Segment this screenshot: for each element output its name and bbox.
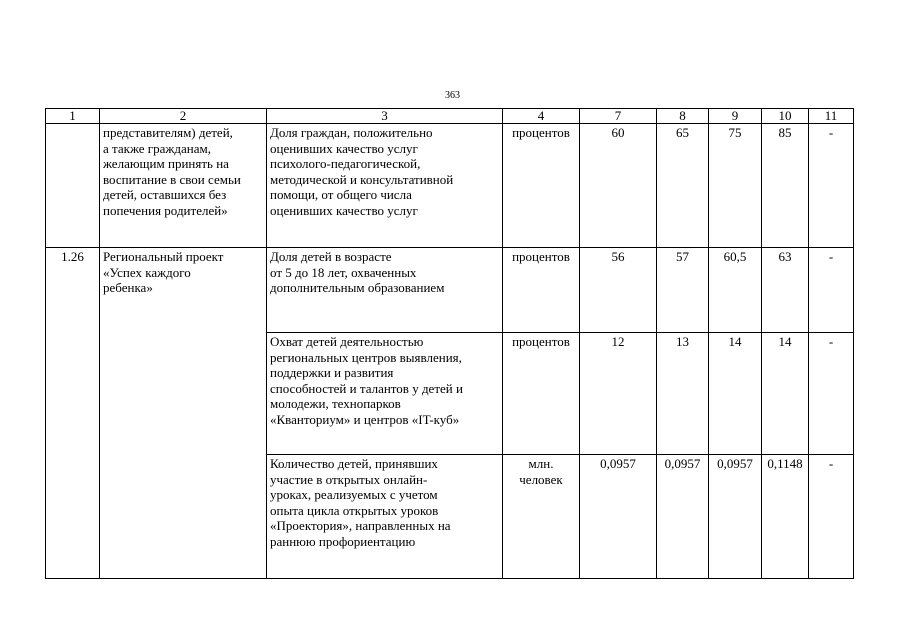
indicator-cell: Доля граждан, положительно оценивших качество услуг психолого-педагогической, методической и консультативной помощи, от общего числа оценивших качество услуг	[267, 124, 503, 248]
indicator-cell: Охват детей деятельностью региональных центров выявления, поддержки и развития способностей и талантов у детей и молодежи, технопарков «Кванториум» и центров «IT-куб»	[267, 333, 503, 455]
indicator-cell: Доля детей в возрасте от 5 до 18 лет, охваченных дополнительным образованием	[267, 248, 503, 333]
unit-cell: процентов	[503, 248, 580, 333]
table-row	[46, 248, 854, 333]
indicator-cell: Количество детей, принявших участие в открытых онлайн- уроках, реализуемых с учетом опыта цикла открытых уроков «Проектория», направленных на раннюю профориентацию	[267, 455, 503, 579]
value-cell: 57	[657, 248, 709, 333]
value-cell: -	[809, 124, 854, 248]
header-cell: 7	[580, 109, 657, 124]
value-cell: -	[809, 333, 854, 455]
value-cell: 60	[580, 124, 657, 248]
value-cell: 0,0957	[580, 455, 657, 579]
value-cell: 14	[709, 333, 762, 455]
page-number: 363	[445, 90, 460, 101]
project-name-cell: Региональный проект «Успех каждого ребенка»	[100, 248, 267, 579]
row-number-cell: 1.26	[46, 248, 100, 579]
unit-cell: процентов	[503, 124, 580, 248]
value-cell: 13	[657, 333, 709, 455]
unit-cell: млн. человек	[503, 455, 580, 579]
value-cell: 75	[709, 124, 762, 248]
value-cell: 14	[762, 333, 809, 455]
value-cell: 85	[762, 124, 809, 248]
value-cell: 12	[580, 333, 657, 455]
value-cell: 56	[580, 248, 657, 333]
value-cell: 60,5	[709, 248, 762, 333]
unit-cell: процентов	[503, 333, 580, 455]
header-cell: 1	[46, 109, 100, 124]
value-cell: -	[809, 455, 854, 579]
value-cell: 0,0957	[657, 455, 709, 579]
project-name-cell: представителям) детей, а также гражданам, желающим принять на воспитание в свои семьи детей, оставшихся без попечения родителей»	[100, 124, 267, 248]
table-row	[46, 124, 854, 248]
indicators-table	[45, 108, 854, 579]
value-cell: 0,1148	[762, 455, 809, 579]
value-cell: 63	[762, 248, 809, 333]
row-number-cell	[46, 124, 100, 248]
header-cell: 4	[503, 109, 580, 124]
header-row	[46, 109, 854, 124]
header-cell: 8	[657, 109, 709, 124]
header-cell: 9	[709, 109, 762, 124]
header-cell: 11	[809, 109, 854, 124]
value-cell: -	[809, 248, 854, 333]
header-cell: 10	[762, 109, 809, 124]
value-cell: 65	[657, 124, 709, 248]
header-cell: 3	[267, 109, 503, 124]
header-cell: 2	[100, 109, 267, 124]
value-cell: 0,0957	[709, 455, 762, 579]
